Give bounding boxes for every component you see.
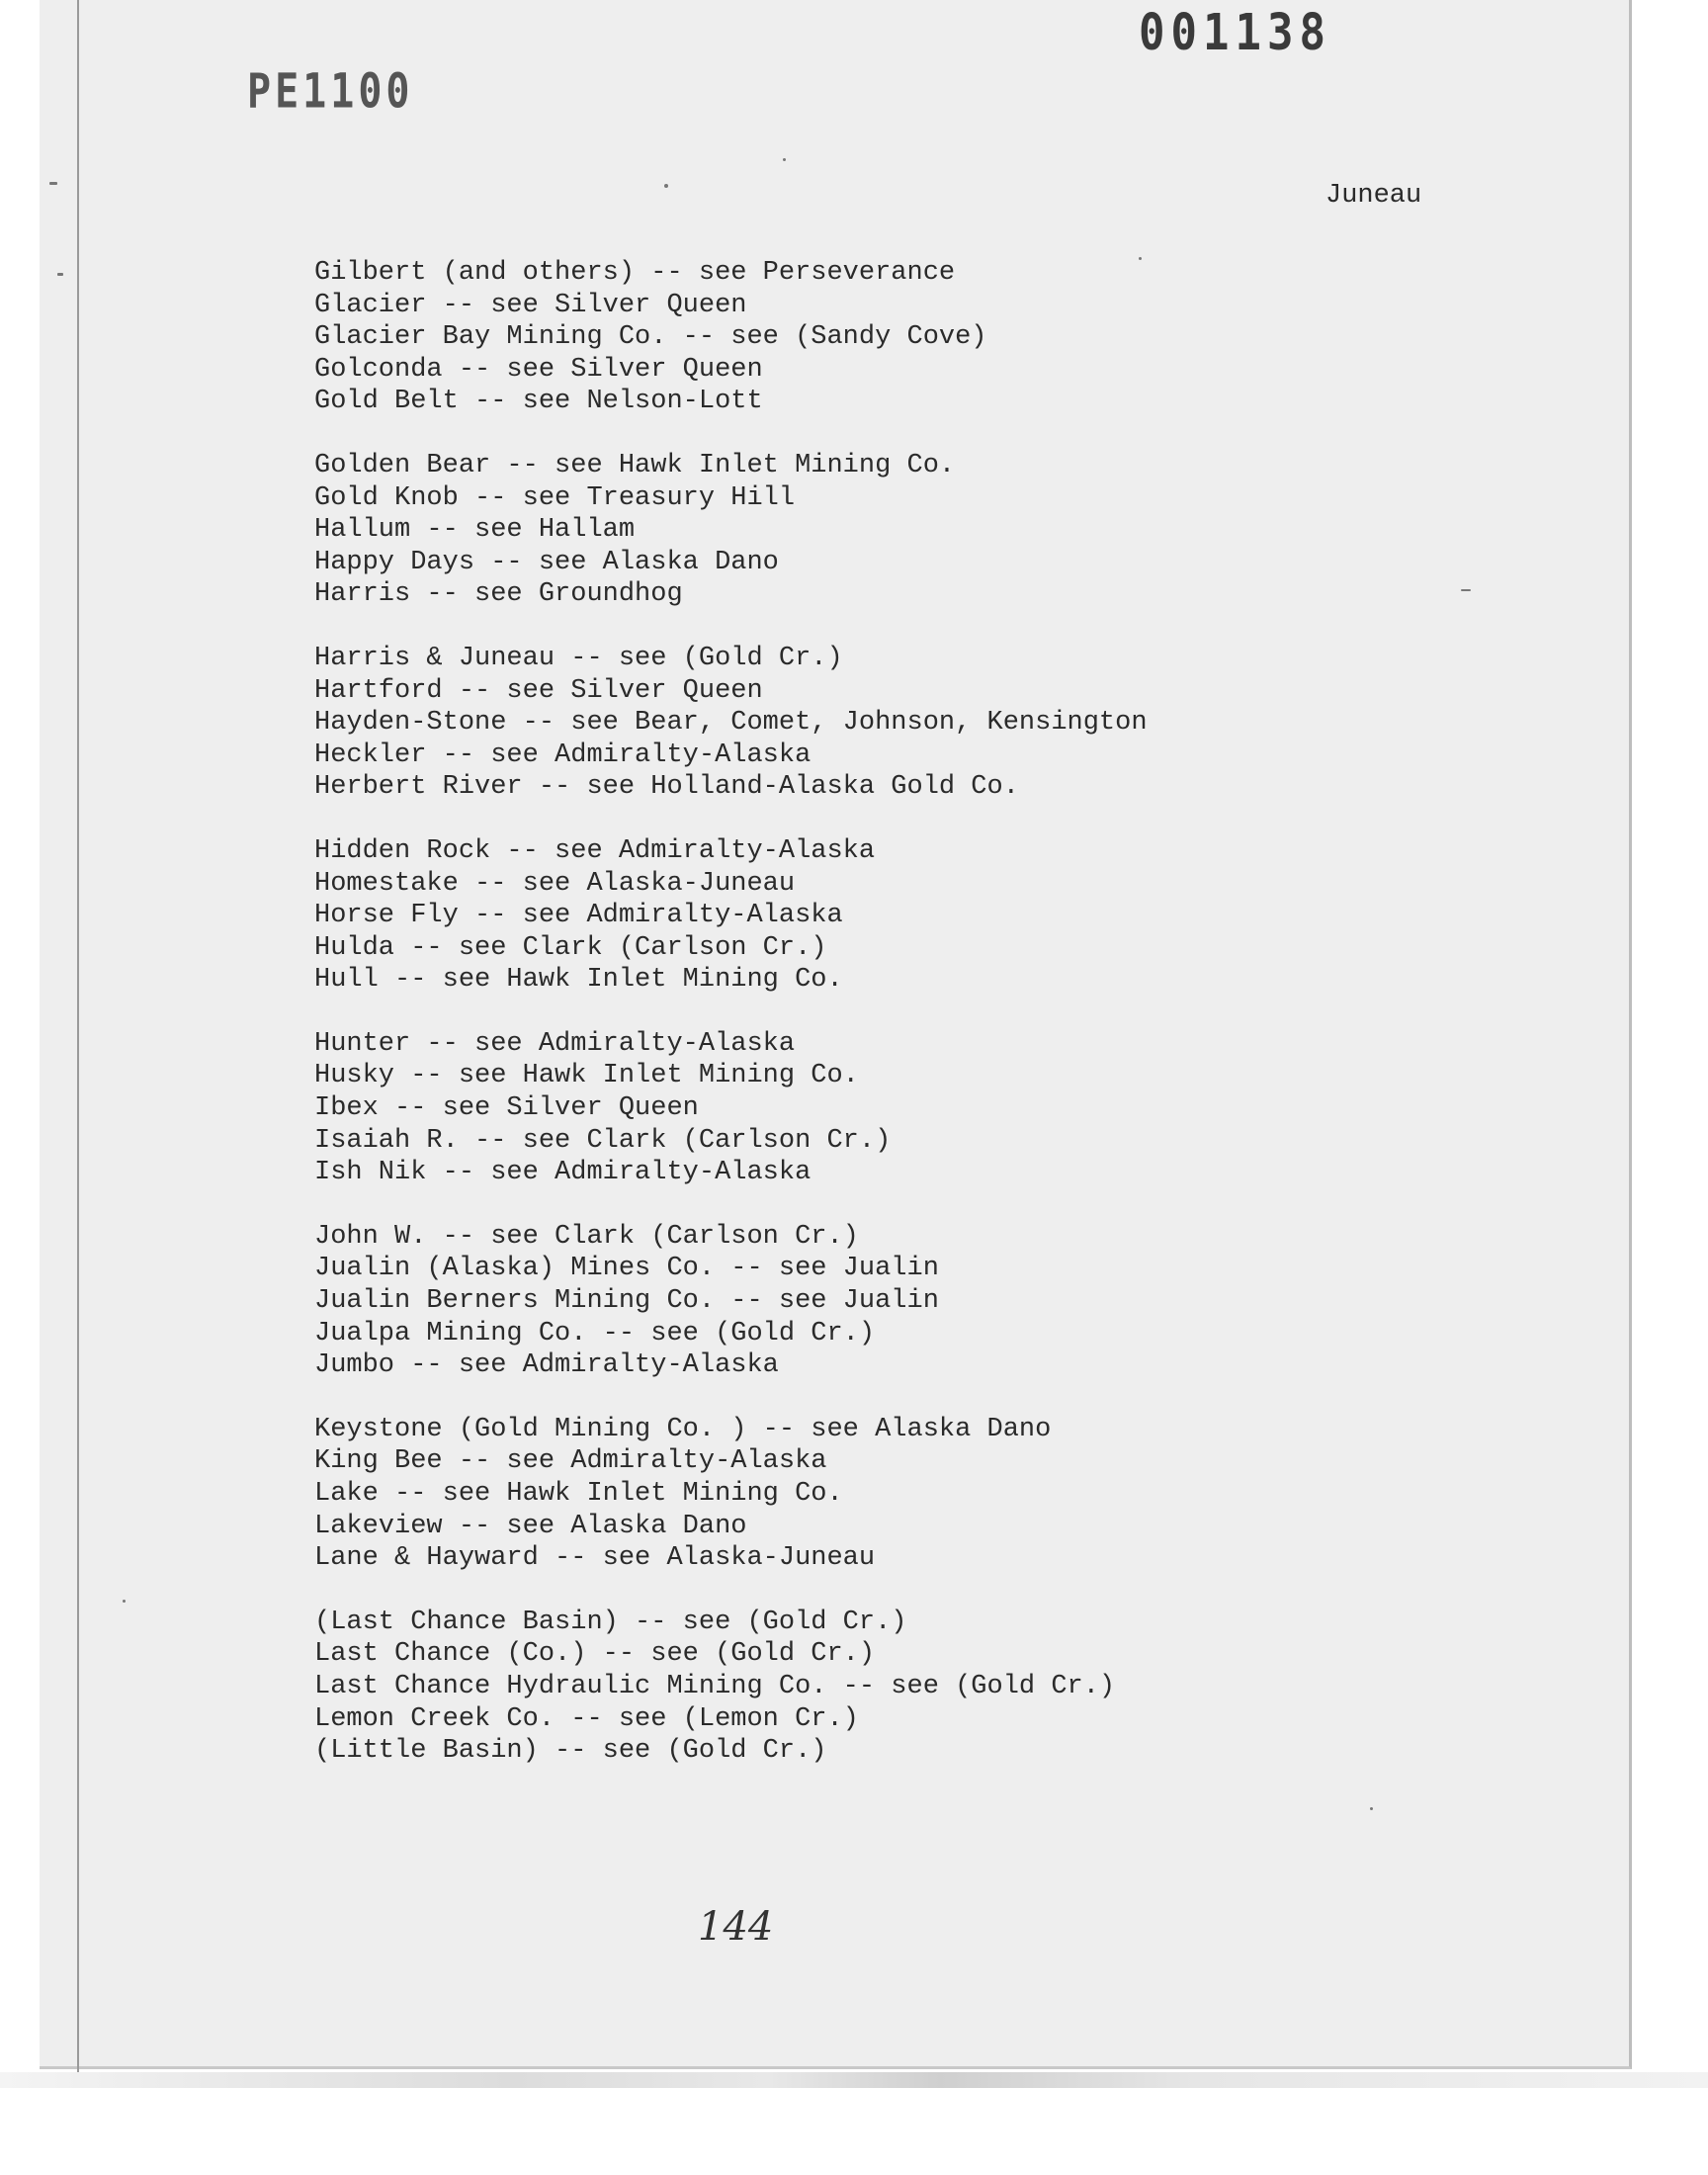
list-item: (Last Chance Basin) -- see (Gold Cr.) <box>314 1607 907 1637</box>
list-item: Heckler -- see Admiralty-Alaska <box>314 740 811 770</box>
list-item: Last Chance (Co.) -- see (Gold Cr.) <box>314 1639 876 1670</box>
list-item: Ibex -- see Silver Queen <box>314 1093 699 1124</box>
entry-group <box>314 643 1500 804</box>
list-item: King Bee -- see Admiralty-Alaska <box>314 1446 827 1477</box>
list-item: Harris -- see Groundhog <box>314 579 683 610</box>
list-item: Hayden-Stone -- see Bear, Comet, Johnson, Kensington <box>314 708 1148 739</box>
entry-group <box>314 257 1500 418</box>
list-item: Last Chance Hydraulic Mining Co. -- see (Gold Cr.) <box>314 1671 1116 1701</box>
cross-reference-list <box>314 257 1500 1799</box>
list-item: Hulda -- see Clark (Carlson Cr.) <box>314 932 827 963</box>
scan-speck <box>664 184 668 188</box>
list-item: Husky -- see Hawk Inlet Mining Co. <box>314 1061 859 1091</box>
reference-code-stamp: PE1100 <box>247 64 414 120</box>
list-item: Keystone (Gold Mining Co. ) -- see Alaska Dano <box>314 1414 1052 1444</box>
list-item: Lemon Creek Co. -- see (Lemon Cr.) <box>314 1703 859 1734</box>
scan-speck <box>1370 1807 1373 1810</box>
list-item: Ish Nik -- see Admiralty-Alaska <box>314 1158 811 1188</box>
list-item: Gold Belt -- see Nelson-Lott <box>314 387 763 417</box>
list-item: (Little Basin) -- see (Gold Cr.) <box>314 1736 827 1767</box>
region-heading: Juneau <box>1325 181 1422 211</box>
list-item: Jualin (Alaska) Mines Co. -- see Jualin <box>314 1254 939 1284</box>
list-item: Jualin Berners Mining Co. -- see Jualin <box>314 1286 939 1317</box>
entry-group <box>314 835 1500 997</box>
list-item: Homestake -- see Alaska-Juneau <box>314 868 796 899</box>
entry-group <box>314 1028 1500 1189</box>
list-item: Happy Days -- see Alaska Dano <box>314 547 779 577</box>
list-item: John W. -- see Clark (Carlson Cr.) <box>314 1221 859 1252</box>
scan-speck <box>49 182 57 185</box>
scan-bottom-strip <box>0 2072 1708 2088</box>
list-item: Lane & Hayward -- see Alaska-Juneau <box>314 1543 876 1574</box>
scan-speck <box>123 1600 126 1603</box>
list-item: Horse Fly -- see Admiralty-Alaska <box>314 901 843 931</box>
scan-speck <box>1139 257 1142 260</box>
list-item: Lakeview -- see Alaska Dano <box>314 1511 747 1541</box>
list-item: Golden Bear -- see Hawk Inlet Mining Co. <box>314 450 956 480</box>
scan-speck <box>1461 589 1471 591</box>
scan-speck <box>57 273 63 276</box>
list-item: Lake -- see Hawk Inlet Mining Co. <box>314 1479 843 1509</box>
list-item: Glacier Bay Mining Co. -- see (Sandy Cove) <box>314 322 987 353</box>
scan-speck <box>783 158 786 161</box>
list-item: Gold Knob -- see Treasury Hill <box>314 482 796 513</box>
entry-group <box>314 450 1500 611</box>
list-item: Jualpa Mining Co. -- see (Gold Cr.) <box>314 1318 876 1348</box>
list-item: Hartford -- see Silver Queen <box>314 675 763 706</box>
list-item: Hallum -- see Hallam <box>314 515 636 546</box>
list-item: Hidden Rock -- see Admiralty-Alaska <box>314 835 876 866</box>
entry-group <box>314 1414 1500 1575</box>
document-number-stamp: 001138 <box>1139 4 1331 62</box>
list-item: Jumbo -- see Admiralty-Alaska <box>314 1350 779 1381</box>
list-item: Glacier -- see Silver Queen <box>314 290 747 320</box>
list-item: Herbert River -- see Holland-Alaska Gold Co. <box>314 772 1019 803</box>
list-item: Hull -- see Hawk Inlet Mining Co. <box>314 965 843 996</box>
list-item: Gilbert (and others) -- see Perseverance <box>314 258 956 288</box>
page-number: 144 <box>698 1904 774 1950</box>
entry-group <box>314 1607 1500 1768</box>
entry-group <box>314 1221 1500 1382</box>
list-item: Hunter -- see Admiralty-Alaska <box>314 1028 796 1059</box>
page-edge-line <box>77 0 79 2086</box>
list-item: Isaiah R. -- see Clark (Carlson Cr.) <box>314 1125 892 1156</box>
list-item: Harris & Juneau -- see (Gold Cr.) <box>314 643 843 673</box>
list-item: Golconda -- see Silver Queen <box>314 354 763 385</box>
